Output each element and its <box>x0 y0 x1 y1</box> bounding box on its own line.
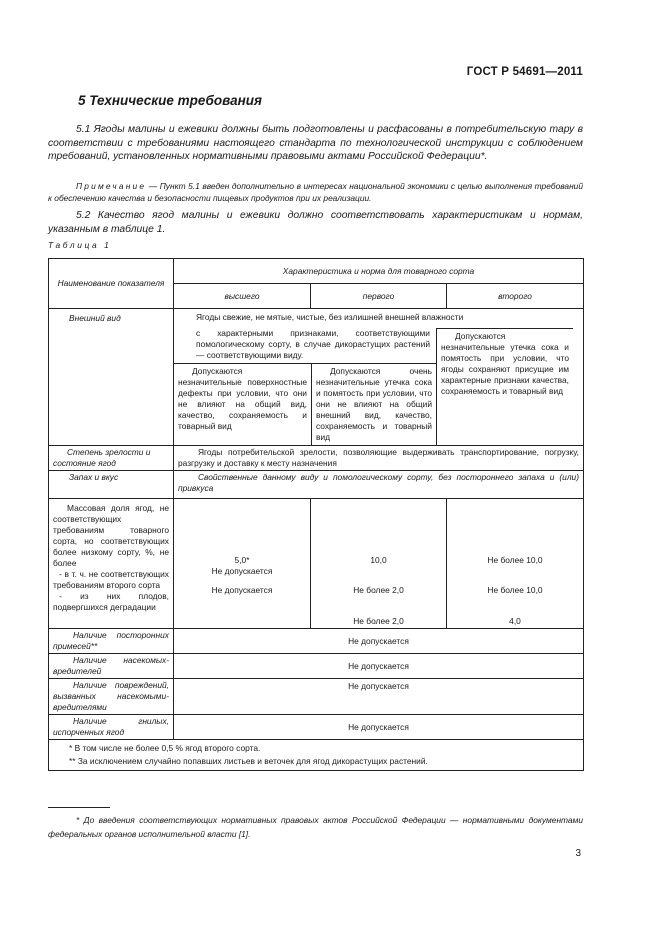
row-damage-name: Наличие повреждений, вызванных насекомыми-вредителями <box>49 679 174 715</box>
header-grade-second: второго <box>447 284 584 309</box>
appearance-pomological: с характерными признаками, соответствующими помологическому сорту, в случае дикорастущих растений — соответствующими виду. <box>196 328 430 360</box>
row-damage <box>49 679 584 715</box>
mass-highest-sub2: Не допускается <box>211 585 273 595</box>
row-mass <box>49 499 584 629</box>
row-ripeness-value: Ягоды потребительской зрелости, позволяющие выдерживать транспортирование, погрузку, разгрузку и доставку к месту назначения <box>174 446 584 471</box>
row-table-footnotes <box>49 740 584 771</box>
row-pests <box>49 654 584 679</box>
appearance-second: Допускаются незначительные утечка сока и помятость при условии, что ягоды сохраняют присущие им характерные признаки качества, сохраняемость и товарный вид <box>436 328 573 445</box>
row-pests-name: Наличие насекомых-вредителей <box>49 654 174 679</box>
row-mass-name: Массовая доля ягод, не соответствующих требованиям товарного сорта, но соответствующих более низкому сорту, %, не более <box>53 503 169 568</box>
note-text: — Пункт 5.1 введен дополнительно в интересах национальной экономики с целью выполнения требований к обеспечению качества и безопасности пищевых продуктов при их реализации. <box>48 181 583 203</box>
row-rotten <box>49 715 584 740</box>
row-pests-value: Не допускается <box>174 654 584 679</box>
appearance-common: Ягоды свежие, не мятые, чистые, без излишней внешней влажности <box>196 312 464 322</box>
row-impurities-value: Не допускается <box>174 629 584 654</box>
row-appearance-values <box>174 309 584 446</box>
section-title: 5 Технические требования <box>78 93 262 108</box>
row-appearance <box>49 309 584 446</box>
table-footnotes <box>49 740 584 771</box>
row-ripeness-name: Степень зрелости и состояние ягод <box>49 446 174 471</box>
row-smell <box>49 471 584 499</box>
row-mass-sub2: - из них плодов, подвергшихся деградации <box>53 591 169 612</box>
row-mass-first <box>311 499 447 629</box>
page-number: 3 <box>575 848 581 859</box>
row-impurities-name: Наличие посторонних примесей** <box>49 629 174 654</box>
mass-first-sub2: Не более 2,0 <box>353 616 404 626</box>
row-impurities <box>49 629 584 654</box>
table-footnote-1: * В том числе не более 0,5 % ягод второго сорта. <box>69 743 261 753</box>
row-appearance-name: Внешний вид <box>49 309 174 446</box>
requirements-table <box>48 258 584 771</box>
header-char-norm: Характеристика и норма для товарного сорта <box>174 259 584 284</box>
note-label: Примечание <box>76 181 147 191</box>
mass-first-main: 10,0 <box>370 555 387 565</box>
table-header-row <box>49 259 584 284</box>
row-rotten-value: Не допускается <box>174 715 584 740</box>
paragraph-5-2: 5.2 Качество ягод малины и ежевики должно соответствовать характеристикам и нормам, указанным в таблице 1. <box>48 210 583 235</box>
row-mass-name-cell <box>49 499 174 629</box>
header-grade-first: первого <box>311 284 447 309</box>
row-smell-value: Свойственные данному виду и помологическому сорту, без постороннего запаха и (или) привкуса <box>174 471 584 499</box>
mass-highest-main2: Не допускается <box>211 566 273 576</box>
row-rotten-name: Наличие гнилых, испорченных ягод <box>49 715 174 740</box>
mass-second-main: Не более 10,0 <box>487 555 543 565</box>
mass-highest-main: 5,0* <box>234 555 250 565</box>
row-mass-sub1: - в т. ч. не соответствующих требованиям второго сорта <box>53 569 169 590</box>
row-smell-name: Запах и вкус <box>49 471 174 499</box>
page-footnote: * До введения соответствующих нормативных правовых актов Российской Федерации — нормативными документами федеральных органов исполнительной власти [1]. <box>48 815 583 839</box>
header-grade-highest: высшего <box>174 284 311 309</box>
row-damage-value: Не допускается <box>174 679 584 715</box>
mass-second-sub2: 4,0 <box>509 616 521 626</box>
paragraph-5-1: 5.1 Ягоды малины и ежевики должны быть подготовлены и расфасованы в потребительскую тару в соответствии с требованиями настоящего стандарта по технологической инструкции с соблюдением требований, установленных нормативными правовыми актами Российской Федерации*. <box>48 124 583 162</box>
note <box>48 181 583 204</box>
row-ripeness <box>49 446 584 471</box>
table-caption: Таблица 1 <box>48 240 112 250</box>
mass-first-sub1: Не более 2,0 <box>353 585 404 595</box>
appearance-highest: Допускаются незначительные поверхностные дефекты при условии, что они не влияют на общий вид, качество, сохраняемость и товарный вид <box>178 366 307 431</box>
row-mass-second <box>447 499 584 629</box>
header-indicator: Наименование показателя <box>49 259 174 309</box>
table-footnote-2: ** За исключением случайно попавших листьев и веточек для ягод дикорастущих растений. <box>69 756 428 766</box>
mass-second-sub1: Не более 10,0 <box>487 585 543 595</box>
row-mass-highest <box>174 499 311 629</box>
document-header: ГОСТ Р 54691—2011 <box>466 66 583 78</box>
footnote-divider <box>48 807 110 808</box>
appearance-first: Допускаются очень незначительные утечка сока и помятость при условии, что они не влияют на общий внешний вид, качество, сохраняемость и товарный вид <box>311 364 436 445</box>
